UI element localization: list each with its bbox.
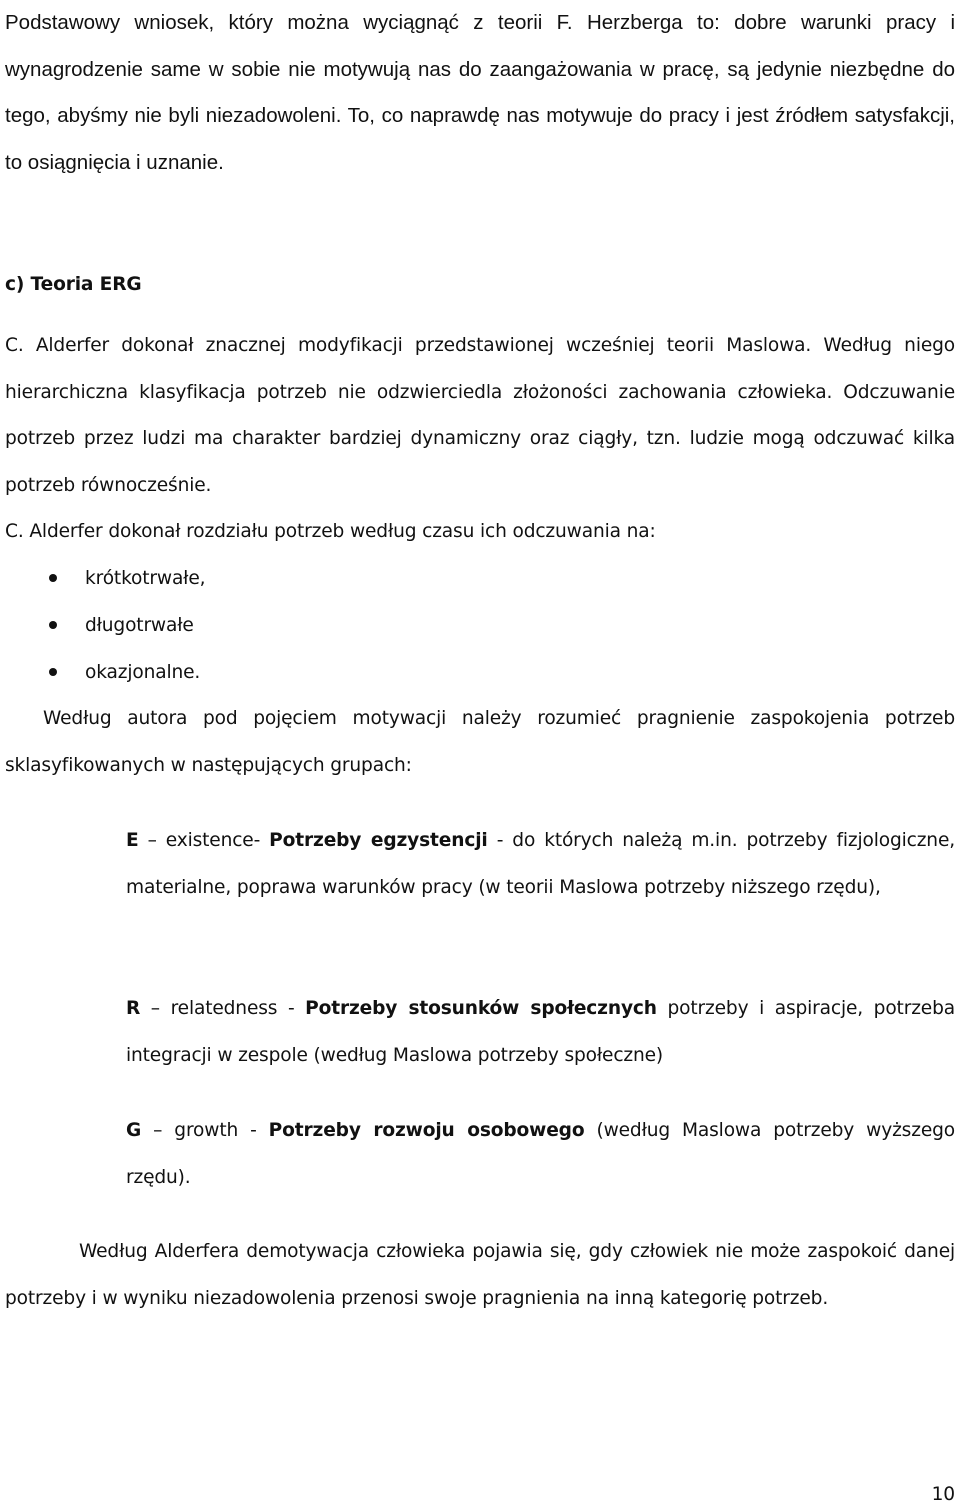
paragraph-text: Według Alderfera demotywacja człowieka pojawia się, gdy człowiek nie może zaspokoić danej potrzeby i w wyniku niezadowolenia przenosi swoje pragnienia na inną kategorię potrzeb. [5, 1241, 955, 1309]
definition-term: Potrzeby rozwoju osobowego [268, 1120, 585, 1141]
list-item-label: krótkotrwałe, [85, 568, 206, 589]
definition-existence [126, 818, 955, 911]
paragraph-alderfer-modification: C. Alderfer dokonał znacznej modyfikacji przedstawionej wcześniej teorii Maslowa. Według niego hierarchiczna klasyfikacja potrzeb nie odzwierciedla złożoności zachowania człowieka. Odczuwanie potrzeb przez ludzi ma charakter bardziej dynamiczny oraz ciągły, tzn. ludzie mogą odczuwać kilka potrzeb równocześnie. [5, 335, 955, 496]
section-heading-erg: c) Teoria ERG [5, 274, 142, 295]
paragraph-needs-division: C. Alderfer dokonał rozdziału potrzeb według czasu ich odczuwania na: [5, 521, 656, 542]
list-item [5, 555, 205, 602]
definition-text: potrzeby i aspiracje, potrzeba integracji w zespole (według Maslowa potrzeby społeczne) [126, 998, 955, 1066]
list-item [5, 602, 205, 649]
definition-text: (według Maslowa potrzeby wyższego rzędu). [126, 1120, 955, 1188]
definition-prefix: – growth - [141, 1120, 269, 1141]
definition-letter: R [126, 998, 141, 1019]
definition-prefix: – relatedness - [140, 998, 306, 1019]
paragraph-herzberg-conclusion: Podstawowy wniosek, który można wyciągnąć z teorii F. Herzberga to: dobre warunki pracy i wynagrodzenie same w sobie nie motywują nas do zaangażowania w pracę, są jedynie niezbędne do tego, abyśmy nie byli niezadowoleni. To, co naprawdę nas motywuje do pracy i jest źródłem satysfakcji, to osiągnięcia i uznanie. [5, 11, 955, 174]
paragraph-motivation-definition [5, 696, 955, 789]
definition-text: - do których należą m.in. potrzeby fizjologiczne, materialne, poprawa warunków pracy (w teorii Maslowa potrzeby niższego rzędu), [126, 830, 955, 898]
paragraph-demotivation [5, 1229, 955, 1322]
definition-term: Potrzeby egzystencji [269, 830, 488, 851]
paragraph-text: Według autora pod pojęciem motywacji należy rozumieć pragnienie zaspokojenia potrzeb sklasyfikowanych w następujących grupach: [5, 708, 955, 776]
bullet-icon [49, 668, 57, 676]
definition-letter: G [126, 1120, 142, 1141]
page-number: 10 [931, 1484, 955, 1505]
bullet-icon [49, 621, 57, 629]
needs-duration-list [5, 555, 205, 696]
list-item [5, 649, 205, 696]
definition-relatedness [126, 986, 955, 1079]
list-item-label: okazjonalne. [85, 662, 201, 683]
definition-growth [126, 1108, 955, 1201]
definition-letter: E [126, 830, 139, 851]
bullet-icon [49, 574, 57, 582]
list-item-label: długotrwałe [85, 615, 194, 636]
definition-prefix: – existence- [138, 830, 270, 851]
definition-term: Potrzeby stosunków społecznych [305, 998, 657, 1019]
